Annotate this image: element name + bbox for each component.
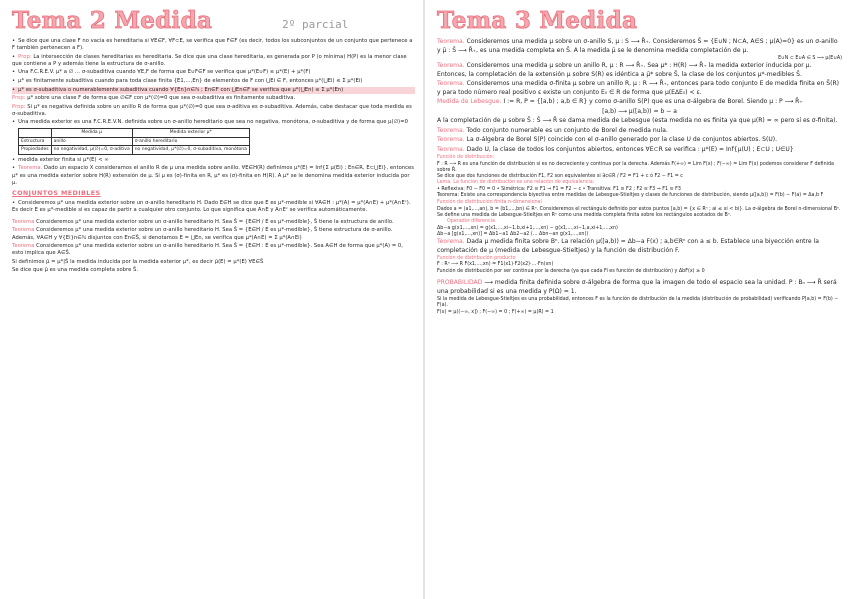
note-lebesgue bbox=[437, 98, 842, 107]
table-cell: Estructura bbox=[19, 137, 52, 146]
final-formula: F(x) = μ((−∞, x]) ; F(−∞) = 0 ; F(+∞) = μ(R) = 1 bbox=[437, 309, 554, 315]
note-abiertos bbox=[437, 146, 842, 155]
note-text: ⟶ medida finita definida sobre σ-álgebra de forma que la imagen de todo el espacio sea la unidad. P : Bₙ ⟶ R̄ será una probabilidad si es una medida y P(Ω) = 1. bbox=[437, 279, 837, 295]
table-cell: Propiedades bbox=[19, 146, 52, 155]
note-label: Teorema. bbox=[437, 145, 465, 153]
note-completa bbox=[12, 267, 415, 274]
note-label: Teorema bbox=[12, 227, 35, 234]
note-borel bbox=[437, 136, 842, 145]
note-label: Teorema. bbox=[437, 126, 465, 134]
note-teorema-nulo bbox=[12, 243, 415, 257]
product-heading: Función de distribución producto bbox=[437, 256, 516, 262]
note-numerable bbox=[437, 127, 842, 136]
note-text: Consideremos μ* una medida exterior sobre un σ-anillo hereditario H. Sea S̄ = {E∈H : E es μ*-medible}. Sea A∈H de forma que μ*(A) = 0, esto implica que A∈S̄. bbox=[12, 243, 403, 257]
small-note: Operador diferencia bbox=[447, 219, 495, 225]
note-text: Una medida exterior es una F.C.R.E.V.N. definida sobre un σ-anillo hereditario que sea no negativa, monótona, σ-subaditiva y de forma que μ(∅)=0 bbox=[18, 119, 408, 126]
note-text: μ* sobre una clase F de forma que ∅∈F con μ*(∅)=0 que sea σ-subaditiva es finitamente subaditiva. bbox=[27, 95, 296, 102]
subtitle: 2º parcial bbox=[282, 18, 349, 31]
note-text: Se dice que una clase F no vacía es hereditaria si ∀E∈F, ∀F⊂E, se verifica que F∈F (es decir, todos los subconjuntos de un conjunto que pertenece a F también pertenecen a F). bbox=[12, 38, 413, 52]
table-header-cell: Medida μ bbox=[51, 129, 132, 138]
note-label: Teorema. bbox=[437, 136, 465, 144]
note-label: Teorema. bbox=[437, 62, 465, 70]
note-label: Teorema bbox=[12, 218, 35, 225]
formula: [a,b) ⟶ μ([a,b)) = b − a bbox=[602, 107, 677, 115]
left-page bbox=[0, 0, 423, 599]
right-page bbox=[425, 0, 848, 599]
note-teorema-sigma-anillo bbox=[12, 227, 415, 241]
small-note: • Reflexiva: F0 − F0 = 0 • Simétrica: F2 ≅ F1 ⇒ F1 = F2 − c • Transitiva: F1 ≅ F2 ; F2 ≅ F3 ⇒ F1 ≅ F3 bbox=[437, 186, 681, 192]
note-label: Prop: bbox=[12, 95, 26, 102]
note-medible bbox=[12, 200, 415, 214]
note-text: A la completación de μ sobre S̄ : S̄ ⟶ R̄ se dama medida de Lebesgue (esta medida no es finita ya que μ(R) = ∞ pero sí es σ-finita). bbox=[437, 117, 838, 125]
note-label: Teorema. bbox=[437, 38, 465, 45]
table-row bbox=[19, 137, 250, 146]
section-heading: CONJUNTOS MEDIBLES bbox=[12, 189, 101, 198]
note-label: Medida de Lebesgue. bbox=[437, 98, 502, 106]
note-medida-exterior bbox=[12, 119, 415, 126]
note-medida-inducida bbox=[12, 259, 415, 266]
table-header-cell: Medida exterior μ* bbox=[132, 129, 249, 138]
note-teorema-inducida bbox=[12, 165, 415, 186]
small-note: Δb−a g(x1,…,xn) = g(x1,…,xi−1,b,xi+1,…,xn) − g(x1,…,xi−1,a,xi+1,…,xn) bbox=[437, 225, 618, 231]
note-label: Teorema. bbox=[437, 80, 465, 88]
note-text: Se dice que μ̄ es una medida completa sobre S̄. bbox=[12, 267, 139, 274]
table-header-cell bbox=[19, 129, 52, 138]
note-text: Consideremos una medida σ-finita μ sobre un anillo R, μ : R ⟶ R̄₊, entonces para todo conjunto E de medida finita en S̄(R) y para todo número real positivo ε existe un conjunto E₀ ∈ R de forma que μ(E∆E₀) < ε. bbox=[437, 80, 840, 96]
small-note: F : R ⟶ R es una función de distribución si es no decreciente y continua por la derecha. Además F(+∞) = Lim F(x) ; F(−∞) = Lim F(x) podemos considerar F definida sobre R̄. bbox=[437, 161, 834, 173]
note-text: μ* es finitamente subaditiva cuando para toda clase finita {E1,…,En} de elementos de F con ⋃Ei ∈ F, entonces μ*(⋃Ei) ≤ Σ μ*(Ei) bbox=[18, 77, 363, 84]
distribution-heading: Función de distribución: bbox=[437, 155, 495, 161]
note-label: Teorema. bbox=[437, 238, 465, 246]
note-prop-1 bbox=[12, 95, 415, 102]
note-prop-interseccion bbox=[12, 54, 415, 68]
note-probabilidad bbox=[437, 279, 842, 296]
note-label: Prop: bbox=[18, 53, 32, 60]
note-text: Consideremos una medida μ sobre un σ-anillo S, μ : S ⟶ R̄₊. Consideremos S̄ = {E∪N ; N⊂A, A∈S ; μ(A)=0} es un σ-anillo y μ̄ : S̄ ⟶ R̄₊, es una medida completa en S̄. A la medida μ̄ se le denomina medida completación de μ. bbox=[437, 38, 838, 54]
comparison-table bbox=[18, 128, 250, 155]
note-lebesgue-completa bbox=[437, 117, 842, 126]
small-note: Se dice que dos funciones de distribución F1, F2 son equivalentes si ∃c∈R / F2 = F1 + c ó F2 − F1 = c bbox=[437, 174, 683, 180]
note-probabilidad-distribucion: Si la medida de Lebesgue-Stieltjes es una probabilidad, entonces F es la función de distribución de la medida (distribución de probabilidad) verificando P[a,b) = F(b) − F(a). bbox=[437, 297, 839, 309]
small-note: F : Rⁿ ⟶ R F(x1,…,xn) = F1(x1)·F2(x2)·…·Fn(xn) bbox=[437, 262, 554, 268]
note-extension bbox=[437, 62, 842, 79]
note-text: Una F.C.R.E.V. μ* a ∅ … σ-subaditiva cuando ∀E,F de forma que E∪F∈F se verifica que μ*(E∪F) ≤ μ*(E) + μ*(F) bbox=[18, 69, 311, 76]
left-title: Tema 2 Medida bbox=[12, 7, 213, 34]
note-sigma-subaditiva bbox=[12, 87, 415, 94]
note-finita bbox=[12, 157, 415, 164]
note-text: Todo conjunto numerable es un conjunto de Borel de medida nula. bbox=[466, 126, 668, 134]
small-note: Lema. La función de distribución es una relación de equivalencia: bbox=[437, 180, 595, 186]
note-text: La σ-álgebra de Borel S(P) coincide con el σ-anillo generado por la clase U de conjuntos abiertos. S(U). bbox=[466, 136, 778, 144]
note-finitamente-subaditiva bbox=[12, 78, 415, 85]
note-text: Consideremos μ* una medida exterior sobre un σ-anillo hereditario H. Sea S̄ = {E∈H / E es μ*-medible}, S̄ tiene estructura de σ-anillo. Además, ∀A∈H y ∀{Ei}n∈ℕ disjuntos con En∈S̄, si denotamos E = ⋃En, se verifica que μ*(A∩E) = Σ μ*(A∩Ei) bbox=[12, 227, 393, 241]
table-cell: anillo bbox=[51, 137, 132, 146]
note-label: Teorema. bbox=[18, 165, 43, 172]
margin-note: E∪N ⊂ E∪A ∈ S ⟹ μ(E∪A) bbox=[778, 56, 842, 61]
note-completacion bbox=[437, 38, 842, 55]
note-label: Teorema bbox=[12, 243, 35, 250]
note-text: Si μ* es negativa definida sobre un anillo R de forma que μ*(∅)=0 que sea σ-aditiva es σ-subaditiva. Además, cabe destacar que toda medida es σ-subaditiva. bbox=[12, 103, 412, 117]
table-cell: no negatividad, μ(∅)=0, σ-aditiva bbox=[51, 146, 132, 155]
left-header bbox=[12, 8, 415, 38]
note-label: Prop: bbox=[12, 103, 26, 110]
small-note: Dados a = (a1,…,an), b = (b1,…,bn) ∈ Rⁿ. Consideremos el rectángulo definido por estos puntos [a,b) = {x ∈ Rⁿ ; ai ≤ xi < bi}. La σ-álgebra de Borel n-dimensional Bⁿ. Se define una medida de Lebesgue-Stieltjes en Rⁿ como una medida completa finita sobre los rectángulos acotados de Bⁿ. bbox=[437, 206, 841, 218]
note-text: Consideremos μ* una medida exterior sobre un σ-anillo hereditario H. Sea S̄ = {E∈H / E es μ*-medible}, S̄ tiene la estructura de anillo. bbox=[36, 218, 394, 225]
small-note: Función de distribución por ser continua por la derecha (ya que cada Fi es función de distribución) y ΔbF(x) ≥ 0 bbox=[437, 268, 705, 274]
small-note: Teorema: Existe una correspondencia biyectiva entre medidas de Lebesgue-Stieltjes y clases de funciones de distribución, siendo μ([a,b)) = F(b) − F(a) = Δa,b F bbox=[437, 193, 824, 199]
note-text: Dada μ medida finita sobre Bⁿ. La relación μ([a,b)) = Δb−a F(x) ; a,b∈Rⁿ con a ≤ b. Establece una biyección entre la completación de μ (medida de Lebesgue-Stieltjes) y la función de distribución F. bbox=[437, 238, 819, 254]
note-text: La intersección de clases hereditarias es hereditaria. Se dice que una clase hereditaria, es generada por P (o mínima) H(P) es la menor clase que contiene a P y además tiene la estructura de σ-anillo. bbox=[12, 53, 407, 67]
table-header-row bbox=[19, 129, 250, 138]
note-teorema-anillo bbox=[12, 219, 415, 226]
right-title: Tema 3 Medida bbox=[437, 7, 638, 34]
probability-heading: PROBABILIDAD bbox=[437, 279, 483, 287]
note-text: I := R, P = {[a,b) ; a,b ∈ R} y como σ-anillo S(P) que es una σ-álgebra de Borel. Siendo μ : P ⟶ R̄₊ bbox=[503, 98, 803, 106]
small-note: Δb−a [g(x1,…,xn)] = Δb1−a1 Δb2−a2 (… Δbn−an g(x1,…,xn)) bbox=[437, 231, 589, 237]
note-text: Consideremos una medida μ sobre un anillo R, μ : R ⟶ R̄₊. Sea μ* : H(R) ⟶ R̄₊ la medida exterior inducida por μ. Entonces, la completación de la extensión μ sobre S(R) es idéntica a μ̄* sobre S̄, la clase de los conjuntos μ*-medibles S̄. bbox=[437, 62, 812, 78]
table-cell: no negatividad, μ*(∅)=0, σ-subaditiva, monótona bbox=[132, 146, 249, 155]
note-text: Consideremos μ* una medida exterior sobre un σ-anillo hereditario H. Dado E∈H se dice que E es μ*-medible si ∀A∈H : μ*(A) = μ*(A∩E) + μ*(A∩Eᶜ). Es decir E es μ*-medible si es capaz de partir a cualquier otro conjunto. Lo que significa que A∩E y A∩Eᶜ se verifica automáticamente. bbox=[12, 200, 411, 214]
note-text: medida exterior finita si μ*(E) < ∞ bbox=[18, 156, 109, 163]
note-biyeccion bbox=[437, 238, 842, 255]
note-text: Dado un espacio X consideramos el anillo R de μ una medida sobre anillo. ∀E∈H(R) definimos μ*(E) = Inf{Σ μ(Ei) ; En∈R, E⊂⋃Ei}, entonces μ* es una medida exterior sobre H(R) extensión de μ. Si μ es (σ)-finita en R, μ* es (σ)-finita en H(R). A μ* se le denomina medida exterior inducida por μ. bbox=[12, 165, 415, 186]
note-aproximacion bbox=[437, 80, 842, 97]
note-hereditaria bbox=[12, 38, 415, 52]
note-text: μ* es σ-subaditiva o numerablemente subaditiva cuando ∀{En}n∈ℕ ; En∈F con ⋃En∈F se verifica que μ*(⋃En) ≤ Σ μ*(En) bbox=[18, 86, 344, 93]
note-subaditiva bbox=[12, 69, 415, 76]
note-text: Si definimos μ̄ = μ*|S̄ la medida inducida por la medida exterior μ*, es decir μ̄(E) = μ*(E) ∀E∈S̄ bbox=[12, 258, 264, 265]
ndim-heading: Función de distribución finita n-dimensional bbox=[437, 200, 542, 206]
note-text: Dado U, la clase de todos los conjuntos abiertos, entonces ∀E⊂R se verifica : μ*(E) = Inf{μ(U) ; E⊂U ; U∈U} bbox=[466, 145, 794, 153]
table-cell: σ-anillo hereditario bbox=[132, 137, 249, 146]
right-header bbox=[437, 8, 842, 38]
note-prop-2 bbox=[12, 104, 415, 118]
table-row bbox=[19, 146, 250, 155]
